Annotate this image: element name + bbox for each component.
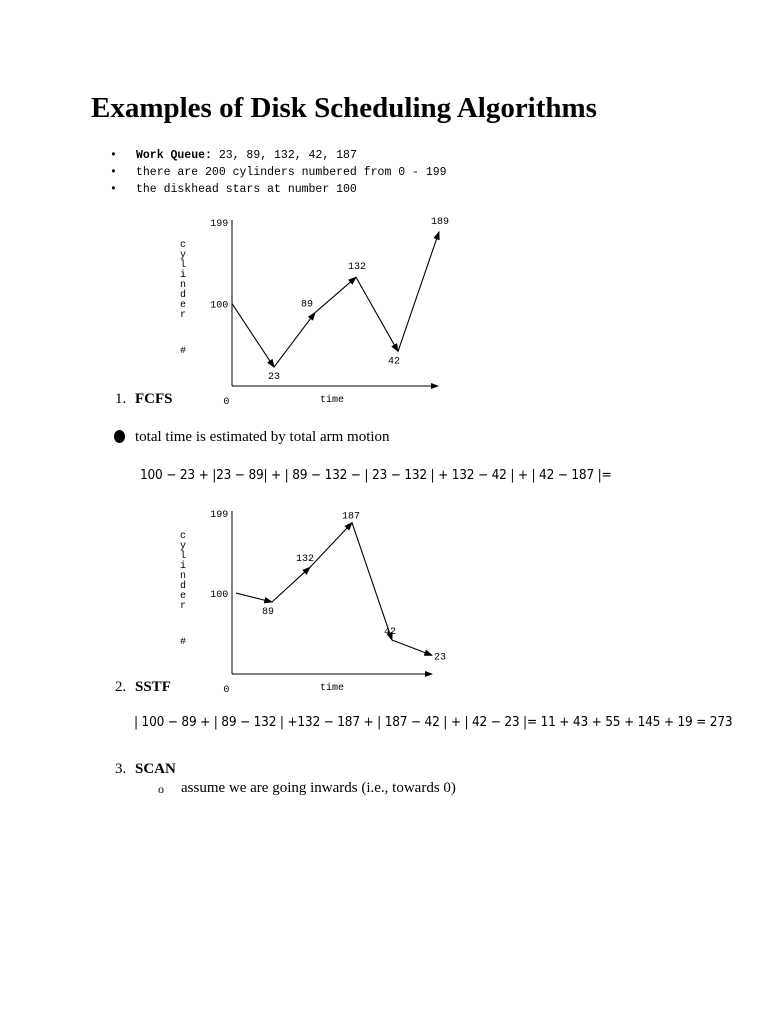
fcfs-note: total time is estimated by total arm motion — [135, 429, 390, 445]
y-axis-label-char: i — [180, 270, 187, 281]
x-axis-label: time — [320, 683, 345, 694]
series-segment — [315, 277, 356, 312]
sstf-formula: | 100 − 89 + | 89 − 132 | +132 − 187 + | 187 − 42 | + | 42 − 23 |= 11 + 43 + 55 + 145 + 19 = 273 — [134, 714, 733, 730]
series-segment — [274, 313, 315, 367]
y-tick-label: 100 — [210, 300, 229, 312]
series-segment — [272, 567, 310, 602]
scan-label: SCAN — [135, 761, 176, 777]
scan-number: 3. — [115, 761, 127, 777]
scan-heading — [115, 761, 176, 778]
data-point-label: 187 — [342, 511, 361, 523]
series-segment — [236, 593, 272, 602]
x-axis-label: time — [320, 395, 345, 406]
y-axis-label-char: i — [180, 561, 187, 572]
fcfs-label: FCFS — [135, 391, 173, 407]
large-bullet-icon — [114, 430, 125, 443]
series-segment — [392, 640, 432, 655]
sub-bullet-icon: o — [158, 782, 164, 796]
series-segment — [356, 277, 398, 351]
y-axis-label-char: d — [180, 581, 187, 592]
y-axis-label-char: y — [180, 250, 187, 261]
sstf-number: 2. — [115, 679, 127, 695]
y-axis-label-char: c — [180, 240, 187, 251]
series-segment — [352, 523, 392, 640]
y-axis-label-char: # — [180, 637, 187, 648]
y-axis-label-char: l — [180, 551, 187, 562]
bullet-work-queue — [110, 149, 357, 162]
series-segment — [310, 523, 352, 567]
diskhead-text: the diskhead stars at number 100 — [136, 183, 357, 196]
sstf-chart — [170, 505, 450, 695]
fcfs-number: 1. — [115, 391, 127, 407]
y-axis-label-char: # — [180, 346, 187, 357]
data-point-label: 42 — [388, 356, 401, 368]
sstf-label: SSTF — [135, 679, 171, 695]
y-tick-label: 0 — [223, 685, 230, 695]
y-tick-label: 199 — [210, 219, 229, 230]
data-point-label: 23 — [434, 652, 447, 664]
page-title: Examples of Disk Scheduling Algorithms — [91, 92, 597, 124]
y-axis-label-char: d — [180, 290, 187, 301]
y-axis-label-char: n — [180, 571, 187, 582]
series-segment — [398, 232, 439, 351]
y-axis-label-char: y — [180, 541, 187, 552]
y-axis-label-char: c — [180, 531, 187, 542]
work-queue-label: Work Queue: — [136, 149, 212, 162]
data-point-label: 42 — [384, 627, 397, 639]
fcfs-heading — [115, 391, 173, 408]
y-axis-label-char: e — [180, 300, 187, 311]
scan-note: assume we are going inwards (i.e., towards 0) — [181, 780, 456, 796]
y-axis-label-char: n — [180, 280, 187, 291]
bullet-diskhead — [110, 183, 357, 196]
y-axis-label-char: e — [180, 591, 187, 602]
series-segment — [232, 304, 274, 367]
cylinders-text: there are 200 cylinders numbered from 0 - 199 — [136, 166, 447, 179]
y-tick-label: 199 — [210, 510, 229, 521]
bullet-symbol: • — [110, 149, 117, 162]
y-axis-label-char: r — [180, 310, 187, 321]
sstf-heading — [115, 679, 171, 696]
data-point-label: 132 — [296, 554, 315, 566]
y-tick-label: 0 — [223, 397, 230, 406]
y-axis-label-char: l — [180, 260, 187, 271]
data-point-label: 23 — [268, 372, 281, 384]
fcfs-formula: 100 − 23 + |23 − 89| + | 89 − 132 − | 23 − 132 | + 132 − 42 | + | 42 − 187 |= — [140, 467, 612, 483]
data-point-label: 89 — [301, 299, 314, 311]
y-axis-label-char: r — [180, 601, 187, 612]
work-queue-values: 23, 89, 132, 42, 187 — [211, 149, 357, 162]
data-point-label: 189 — [431, 216, 450, 228]
bullet-symbol: • — [110, 166, 117, 179]
fcfs-chart — [170, 212, 450, 406]
data-point-label: 132 — [348, 262, 367, 274]
bullet-symbol: • — [110, 183, 117, 196]
data-point-label: 89 — [262, 606, 275, 618]
y-tick-label: 100 — [210, 590, 229, 602]
bullet-cylinders — [110, 166, 447, 179]
